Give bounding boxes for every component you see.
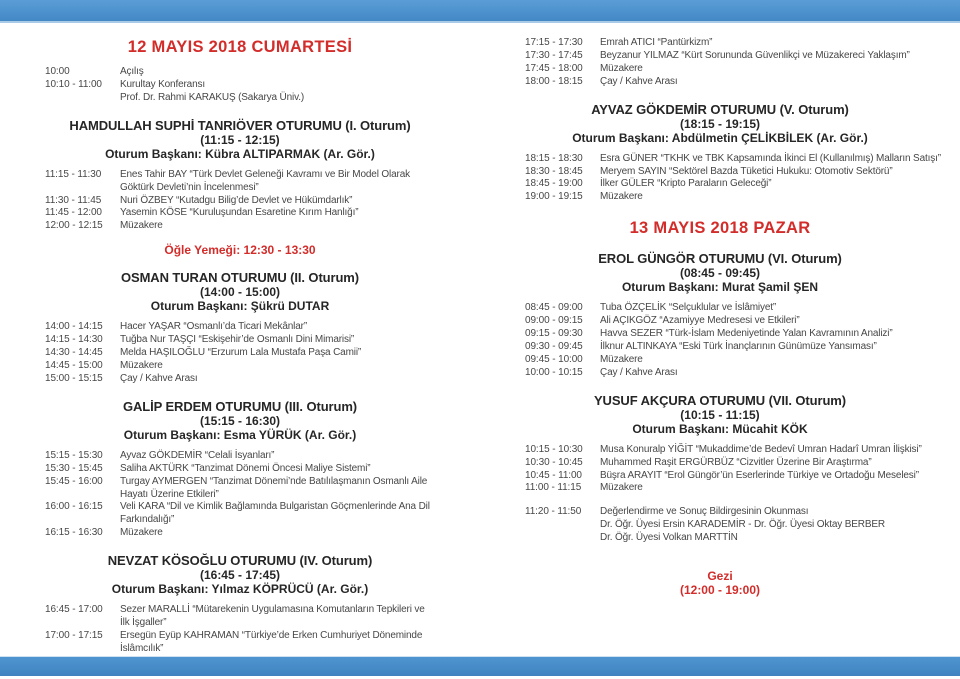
entry-text (120, 604, 476, 630)
schedule-row (525, 166, 956, 179)
date-heading: 13 MAYIS 2018 PAZAR (629, 219, 811, 238)
schedule-row (525, 444, 956, 457)
entry-line: Hayatı Üzerine Etkileri” (120, 488, 219, 500)
session-time-range: (15:15 - 16:30) (199, 413, 281, 428)
session-chair: Oturum Başkanı: Şükrü DUTAR (150, 299, 330, 314)
entry-text (120, 79, 476, 105)
entry-text (120, 476, 476, 502)
entry-line: Çay / Kahve Arası (120, 372, 198, 384)
session-header (8, 118, 472, 161)
entry-line: Çay / Kahve Arası (600, 366, 678, 378)
time-range: 10:00 (45, 66, 70, 77)
entry-text (120, 630, 476, 656)
session-time-range: (08:45 - 09:45) (679, 266, 761, 281)
entry-text (120, 195, 476, 208)
entry-line: Veli KARA “Dil ve Kimlik Bağlamında Bulgaristan Göçmenlerinde Ana Dil (120, 501, 430, 513)
time-range: 17:15 - 17:30 (525, 37, 583, 48)
schedule-row (45, 501, 476, 527)
entry-line: Ali AÇIKGÖZ “Azamiyye Medresesi ve Etkileri” (600, 315, 800, 327)
session-header (488, 393, 952, 436)
session-time-range: (16:45 - 17:45) (199, 568, 281, 583)
break-note (488, 569, 952, 597)
entry-text (120, 450, 476, 463)
entry-line: İlk İşgaller” (120, 617, 167, 629)
schedule-row (45, 334, 476, 347)
time-range: 16:15 - 16:30 (45, 527, 103, 539)
entry-line: Müzakere (600, 482, 643, 494)
session-chair: Oturum Başkanı: Yılmaz KÖPRÜCÜ (Ar. Gör.) (111, 582, 369, 597)
time-range: 11:15 - 11:30 (45, 168, 102, 180)
entry-line: Dr. Öğr. Üyesi Ersin KARADEMİR - Dr. Öğr. Üyesi Oktay BERBER (600, 519, 885, 531)
entry-line: Saliha AKTÜRK “Tanzimat Dönemi Öncesi Maliye Sistemi” (120, 462, 371, 474)
time-range: 16:00 - 16:15 (45, 501, 103, 513)
time-range: 09:00 - 09:15 (525, 315, 583, 327)
entry-line: Ersegün Eyüp KAHRAMAN “Türkiye’de Erken Cumhuriyet Döneminde (120, 629, 423, 641)
time-range: 17:30 - 17:45 (525, 49, 583, 61)
entry-line: Tuba ÖZÇELİK “Selçuklular ve İslâmiyet” (600, 302, 777, 314)
schedule-block (525, 37, 956, 89)
entry-line: İslâmcılık” (120, 642, 164, 654)
schedule-block (525, 302, 956, 379)
entry-text (120, 527, 476, 540)
entry-line: Göktürk Devleti’nin İncelenmesi” (120, 181, 259, 193)
time-range: 18:45 - 19:00 (525, 178, 583, 190)
entry-line: Yasemin KÖSE “Kuruluşundan Esaretine Kırım Hanlığı” (120, 207, 359, 219)
session-chair: Oturum Başkanı: Esma YÜRÜK (Ar. Gör.) (123, 427, 357, 442)
time-range: 18:30 - 18:45 (525, 165, 583, 177)
time-range: 10:00 - 10:15 (525, 366, 583, 378)
session-title: HAMDULLAH SUPHİ TANRIÖVER OTURUMU (I. Oturum) (69, 117, 411, 133)
session-chair: Oturum Başkanı: Murat Şamil ŞEN (621, 280, 819, 295)
entry-text (120, 334, 476, 347)
entry-line: Tuğba Nur TAŞÇI “Eskişehir’de Osmanlı Dini Mimarisi” (120, 334, 355, 346)
schedule-block (45, 604, 476, 656)
schedule-row (525, 76, 956, 89)
entry-text (120, 169, 476, 195)
schedule-row (45, 169, 476, 195)
entry-text (600, 37, 956, 50)
entry-line: Müzakere (120, 220, 163, 232)
schedule-row (525, 50, 956, 63)
time-range: 10:15 - 10:30 (525, 443, 583, 455)
session-title: AYVAZ GÖKDEMİR OTURUMU (V. Oturum) (591, 101, 849, 117)
schedule-block (525, 153, 956, 205)
date-heading: 12 MAYIS 2018 CUMARTESİ (127, 38, 353, 56)
note-line: Gezi (707, 569, 733, 584)
schedule-row (525, 367, 956, 380)
time-range: 14:45 - 15:00 (45, 359, 103, 371)
time-range: 16:45 - 17:00 (45, 604, 103, 616)
entry-line: Melda HAŞILOĞLU “Erzurum Lala Mustafa Paşa Camii” (120, 347, 362, 359)
session-time-range: (18:15 - 19:15) (679, 116, 761, 131)
schedule-block (45, 321, 476, 386)
schedule-row (45, 66, 476, 79)
schedule-row (525, 506, 956, 545)
entry-line: Beyzanur YILMAZ “Kürt Sorununda Güvenlikçi ve Müzakereci Yaklaşım” (600, 49, 910, 61)
entry-line: Ayvaz GÖKDEMİR “Celali İsyanları” (120, 449, 275, 461)
schedule-row (525, 457, 956, 470)
time-range: 14:15 - 14:30 (45, 334, 103, 346)
column-right (480, 23, 960, 656)
entry-line: Sezer MARALLİ “Mütarekenin Uygulamasına Komutanların Tepkileri ve (120, 604, 425, 616)
entry-text (600, 166, 956, 179)
entry-line: Farkındalığı” (120, 514, 175, 526)
session-header (8, 553, 472, 596)
schedule-block (45, 66, 476, 105)
session-header (488, 251, 952, 294)
session-title: EROL GÜNGÖR OTURUMU (VI. Oturum) (598, 251, 842, 267)
session-chair: Oturum Başkanı: Mücahit KÖK (632, 421, 808, 436)
bottom-border-bar (0, 656, 960, 676)
entry-line: Prof. Dr. Rahmi KARAKUŞ (Sakarya Üniv.) (120, 91, 305, 103)
entry-text (120, 360, 476, 373)
time-range: 15:15 - 15:30 (45, 449, 103, 461)
schedule-row (525, 302, 956, 315)
schedule-block (45, 169, 476, 234)
schedule-row (45, 79, 476, 105)
top-border-bar (0, 0, 960, 23)
note-line: Öğle Yemeği: 12:30 - 13:30 (164, 243, 316, 258)
schedule-row (45, 195, 476, 208)
schedule-row (525, 153, 956, 166)
session-title: NEVZAT KÖSOĞLU OTURUMU (IV. Oturum) (107, 553, 373, 569)
session-title: YUSUF AKÇURA OTURUMU (VII. Oturum) (593, 392, 846, 408)
time-range: 10:30 - 10:45 (525, 456, 583, 468)
entry-line: Nuri ÖZBEY “Kutadgu Bilig’de Devlet ve Hükümdarlık” (120, 194, 353, 206)
entry-line: İlknur ALTINKAYA “Eski Türk İnançlarının Günümüze Yansıması” (600, 340, 877, 352)
entry-line: Esra GÜNER “TKHK ve TBK Kapsamında İkinci El (Kullanılmış) Malların Satışı” (600, 152, 941, 164)
time-range: 15:30 - 15:45 (45, 462, 103, 474)
schedule-row (45, 630, 476, 656)
entry-line: Enes Tahir BAY “Türk Devlet Geleneği Kavramı ve Bir Model Olarak (120, 168, 410, 180)
entry-line: Müzakere (600, 62, 643, 74)
entry-line: Turgay AYMERGEN “Tanzimat Dönemi’nde Batılılaşmanın Osmanlı Aile (120, 475, 428, 487)
entry-text (600, 341, 956, 354)
time-range: 17:45 - 18:00 (525, 62, 583, 74)
schedule-row (525, 341, 956, 354)
entry-text (600, 354, 956, 367)
schedule-row (525, 354, 956, 367)
time-range: 08:45 - 09:00 (525, 302, 583, 314)
time-range: 12:00 - 12:15 (45, 220, 103, 232)
schedule-row (45, 220, 476, 233)
entry-text (600, 470, 956, 483)
time-range: 15:45 - 16:00 (45, 475, 103, 487)
time-range: 09:30 - 09:45 (525, 340, 583, 352)
schedule-row (45, 527, 476, 540)
time-range: 14:00 - 14:15 (45, 321, 103, 333)
break-note (8, 243, 472, 257)
time-range: 10:45 - 11:00 (525, 469, 582, 481)
entry-line: Çay / Kahve Arası (600, 75, 678, 87)
time-range: 18:15 - 18:30 (525, 152, 583, 164)
entry-line: Büşra ARAYIT “Erol Güngör’ün Eserlerinde Türkiye ve Ortadoğu Meselesi” (600, 469, 919, 481)
entry-text (120, 373, 476, 386)
entry-text (600, 302, 956, 315)
entry-text (600, 76, 956, 89)
schedule-row (525, 482, 956, 495)
schedule-row (45, 476, 476, 502)
time-range: 19:00 - 19:15 (525, 191, 583, 203)
schedule-row (45, 463, 476, 476)
session-title: GALİP ERDEM OTURUMU (III. Oturum) (122, 398, 358, 414)
session-header (488, 102, 952, 145)
session-time-range: (11:15 - 12:15) (200, 132, 280, 147)
time-range: 11:00 - 11:15 (525, 482, 582, 494)
entry-line: Musa Konuralp YİĞİT “Mukaddime’de Bedevî Umran Hadarî Umran İlişkisi” (600, 443, 922, 455)
entry-text (120, 220, 476, 233)
schedule-row (525, 37, 956, 50)
session-title: OSMAN TURAN OTURUMU (II. Oturum) (121, 270, 359, 286)
entry-text (120, 501, 476, 527)
entry-text (600, 315, 956, 328)
session-time-range: (14:00 - 15:00) (199, 285, 281, 300)
entry-text (120, 321, 476, 334)
schedule-row (45, 321, 476, 334)
program-content (0, 23, 960, 656)
time-range: 15:00 - 15:15 (45, 372, 103, 384)
entry-line: Müzakere (120, 527, 163, 539)
entry-line: Değerlendirme ve Sonuç Bildirgesinin Okunması (600, 506, 809, 518)
entry-line: Müzakere (120, 359, 163, 371)
entry-text (120, 347, 476, 360)
entry-line: Müzakere (600, 353, 643, 365)
entry-line: Meryem SAYIN “Sektörel Bazda Tüketici Hukuku: Otomotiv Sektörü” (600, 165, 893, 177)
column-left (0, 23, 480, 656)
entry-text (120, 463, 476, 476)
entry-text (600, 506, 956, 545)
entry-text (600, 178, 956, 191)
entry-text (600, 191, 956, 204)
session-header (8, 399, 472, 442)
entry-line: Muhammed Raşit ERGÜRBÜZ “Cizvitler Üzerine Bir Araştırma” (600, 456, 872, 468)
schedule-row (525, 315, 956, 328)
schedule-row (525, 63, 956, 76)
time-range: 11:20 - 11:50 (525, 506, 582, 518)
entry-text (600, 50, 956, 63)
schedule-row (45, 207, 476, 220)
schedule-row (525, 191, 956, 204)
schedule-block (525, 444, 956, 496)
entry-line: Açılış (120, 66, 144, 77)
time-range: 11:30 - 11:45 (45, 194, 102, 206)
entry-line: Müzakere (600, 191, 643, 203)
entry-text (600, 444, 956, 457)
entry-line: Havva SEZER “Türk-İslam Medeniyetinde Yalan Kavramının Analizi” (600, 328, 893, 340)
entry-text (600, 457, 956, 470)
time-range: 09:45 - 10:00 (525, 353, 583, 365)
schedule-row (45, 347, 476, 360)
time-range: 10:10 - 11:00 (45, 78, 102, 90)
entry-line: Kurultay Konferansı (120, 78, 205, 90)
time-range: 14:30 - 14:45 (45, 347, 103, 359)
session-time-range: (10:15 - 11:15) (680, 407, 760, 422)
entry-text (600, 328, 956, 341)
entry-text (600, 367, 956, 380)
schedule-row (45, 360, 476, 373)
session-header (8, 270, 472, 313)
schedule-row (45, 373, 476, 386)
time-range: 11:45 - 12:00 (45, 207, 102, 219)
entry-text (600, 482, 956, 495)
schedule-block (525, 506, 956, 545)
entry-text (600, 63, 956, 76)
entry-text (600, 153, 956, 166)
entry-text (120, 207, 476, 220)
time-range: 17:00 - 17:15 (45, 629, 103, 641)
time-range: 18:00 - 18:15 (525, 75, 583, 87)
schedule-row (525, 328, 956, 341)
session-chair: Oturum Başkanı: Abdülmetin ÇELİKBİLEK (Ar. Gör.) (572, 130, 868, 145)
schedule-row (525, 178, 956, 191)
schedule-row (45, 450, 476, 463)
entry-line: Emrah ATICI “Pantürkizm” (600, 37, 713, 48)
schedule-row (45, 604, 476, 630)
note-line: (12:00 - 19:00) (679, 583, 761, 598)
entry-line: İlker GÜLER “Kripto Paraların Geleceği” (600, 178, 772, 190)
entry-line: Hacer YAŞAR “Osmanlı’da Ticari Mekânlar” (120, 321, 308, 333)
schedule-row (525, 470, 956, 483)
entry-line: Dr. Öğr. Üyesi Volkan MARTTİN (600, 532, 738, 544)
schedule-block (45, 450, 476, 540)
time-range: 09:15 - 09:30 (525, 328, 583, 340)
entry-text (120, 66, 476, 79)
session-chair: Oturum Başkanı: Kübra ALTIPARMAK (Ar. Gör.) (105, 146, 375, 161)
